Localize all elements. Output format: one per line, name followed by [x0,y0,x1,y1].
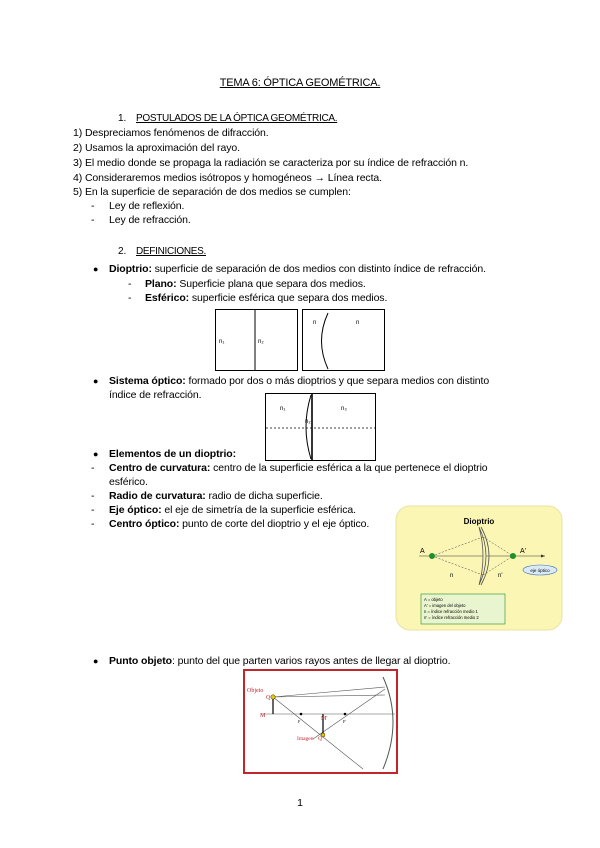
dash-marker: - [91,518,95,530]
centro-curvatura: Centro de curvatura: centro de la superficie esférica a la que pertenece el dioptrio [109,462,488,474]
label-imagen: Imagen [297,736,314,742]
postulate-5: 5) En la superficie de separación de dos medios se cumplen: [73,186,351,198]
legend-item: A' = imagen del objeto [424,603,466,608]
label-M-prime: M' [321,716,328,722]
elementos-heading: Elementos de un dioptrio: [109,448,237,460]
dioptrio-figure [215,309,385,371]
label-objeto: Objeto [247,688,264,694]
sistema-optico-line2: índice de refracción. [109,389,202,401]
radio-curvatura: Radio de curvatura: radio de dicha superficie. [109,490,323,502]
eje-optico: Eje óptico: el eje de simetría de la superficie esférica. [109,504,356,516]
label-n1: n₁ [280,406,286,412]
section2-heading: DEFINICIONES. [136,246,206,257]
centro-curvatura-line2: esférico. [109,476,148,488]
page-title: TEMA 6: ÓPTICA GEOMÉTRICA. [219,77,381,89]
legend-item: n' = índice refracción medio 2 [424,615,479,620]
dioptrio-definition: Dioptrio: superficie de separación de dos medios con distinto índice de refracción. [109,263,486,275]
label-n: n [450,573,454,579]
sistema-optico-figure [265,393,377,462]
label-n2: n₂ [258,339,264,345]
dash-marker: - [91,214,95,226]
label-eje-optico: eje óptico [530,568,550,573]
legend-item: n = índice refracción medio 1 [424,609,478,614]
bullet: ● [93,449,99,459]
dash-marker: - [91,200,95,212]
dash-marker: - [128,292,132,304]
label-n2: n₂ [305,419,311,425]
page-number: 1 [297,797,303,809]
diagram-title: Dioptrio [463,517,495,526]
label-F-prime: F' [343,719,346,724]
label-n: n [313,320,317,326]
dash-marker: - [91,504,95,516]
label-M: M [260,713,266,719]
label-Q-prime: Q' [318,736,323,742]
postulate-3: 3) El medio donde se propaga la radiación se caracteriza por su índice de refracción n. [73,157,469,169]
dioptrio-diagram [395,505,563,631]
section2-number: 2. [118,246,127,257]
bullet: ● [93,656,99,666]
dash-marker: - [91,462,95,474]
centro-optico: Centro óptico: punto de corte del dioptrio y el eje óptico. [109,518,370,530]
punto-objeto-definition: Punto objeto: punto del que parten varios rayos antes de llegar al dioptrio. [109,655,451,667]
plano-definition: Plano: Superficie plana que separa dos medios. [145,278,366,290]
label-Q: Q [266,695,271,701]
subitem-reflexion: Ley de reflexión. [109,200,185,212]
punto-objeto-figure [243,669,398,774]
postulate-2: 2) Usamos la aproximación del rayo. [73,142,240,154]
section1-number: 1. [118,113,127,124]
label-n: n [356,320,360,326]
bullet: ● [93,264,99,274]
subitem-refraccion: Ley de refracción. [109,214,191,226]
postulate-1: 1) Despreciamos fenómenos de difracción. [73,127,269,139]
legend-item: A = objeto [424,597,443,602]
dash-marker: - [128,278,132,290]
bullet: ● [93,376,99,386]
label-n1: n₁ [219,339,225,345]
postulate-4: 4) Consideraremos medios isótropos y homogéneos → Línea recta. [73,172,382,184]
dash-marker: - [91,490,95,502]
label-A-prime: A' [520,548,527,555]
label-F: F [298,719,301,724]
label-A: A [420,548,425,555]
section1-heading: POSTULADOS DE LA ÓPTICA GEOMÉTRICA. [136,113,338,124]
sistema-optico-definition: Sistema óptico: formado por dos o más dioptrios y que separa medios con distinto [109,375,490,387]
esferico-definition: Esférico: superficie esférica que separa dos medios. [145,292,388,304]
label-n3: n₃ [341,406,347,412]
label-n-prime: n' [498,573,503,579]
